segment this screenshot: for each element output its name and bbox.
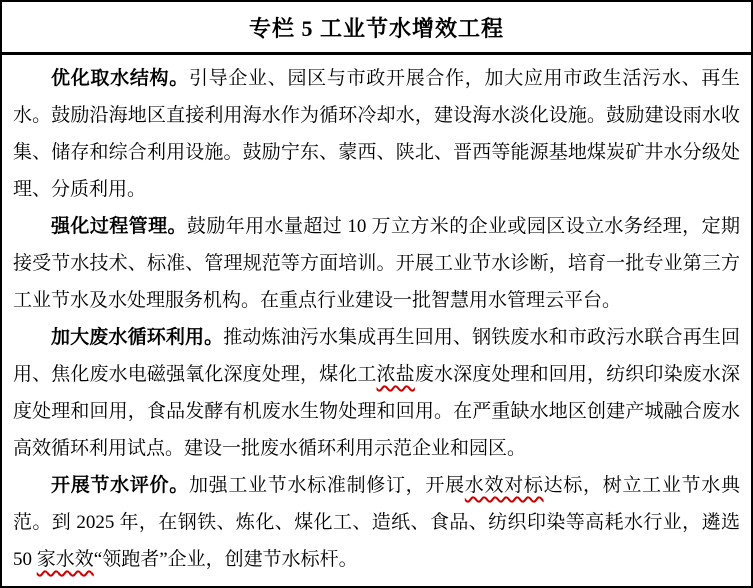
bold-lead: 加大废水循环利用。 bbox=[51, 327, 224, 348]
misspelled-text: 浓盐 bbox=[376, 364, 415, 385]
bold-lead: 优化取水结构。 bbox=[51, 68, 189, 89]
paragraph bbox=[13, 60, 740, 208]
misspelled-text: 家水效 bbox=[36, 549, 94, 570]
panel-body bbox=[2, 55, 751, 578]
text-run: 引导企业、园区与市政开展合作，加大应用市政生活污水、再生水。鼓励沿海地区直接利用海水作为循环冷却水，建设海水淡化设施。鼓励建设雨水收集、储存和综合利用设施。鼓励宁东、蒙西、陕北、晋西等能源基地煤炭矿井水分级处理、分质利用。 bbox=[13, 68, 740, 200]
text-run: “领跑者”企业，创建节水标杆。 bbox=[93, 549, 358, 570]
paragraph bbox=[13, 208, 740, 319]
bold-lead: 开展节水评价。 bbox=[51, 475, 189, 496]
text-run: 鼓励年用水量超过 10 万立方米的企业或园区设立水务经理，定期接受节水技术、标准、管理规范等方面培训。开展工业节水诊断，培育一批专业第三方工业节水及水处理服务机构。在重点行业建设一批智慧用水管理云平台。 bbox=[13, 216, 740, 311]
text-run: 达标，树立工业节水典范。到 2025 年，在钢铁、炼化、煤化工、造纸、食品、纺织印染等高耗水行业，遴选 50 bbox=[13, 475, 740, 570]
bold-lead: 强化过程管理。 bbox=[51, 216, 187, 237]
text-run: 加强工业节水标准制修订，开展 bbox=[188, 475, 465, 496]
text-run: 废水深度处理和回用，纺织印染废水深度处理和回用，食品发酵有机废水生物处理和回用。在严重缺水地区创建产城融合废水高效循环利用试点。建设一批废水循环利用示范企业和园区。 bbox=[13, 364, 740, 459]
paragraph bbox=[13, 319, 740, 467]
panel-title: 专栏 5 工业节水增效工程 bbox=[248, 15, 504, 41]
panel-title-row bbox=[2, 2, 751, 55]
misspelled-text: 水效对标 bbox=[464, 475, 544, 496]
text-run: 推动炼油污水集成再生回用、钢铁废水和市政污水联合再生回用、焦化废水电磁强氧化深度处理，煤化工 bbox=[13, 327, 740, 385]
paragraph bbox=[13, 467, 740, 578]
